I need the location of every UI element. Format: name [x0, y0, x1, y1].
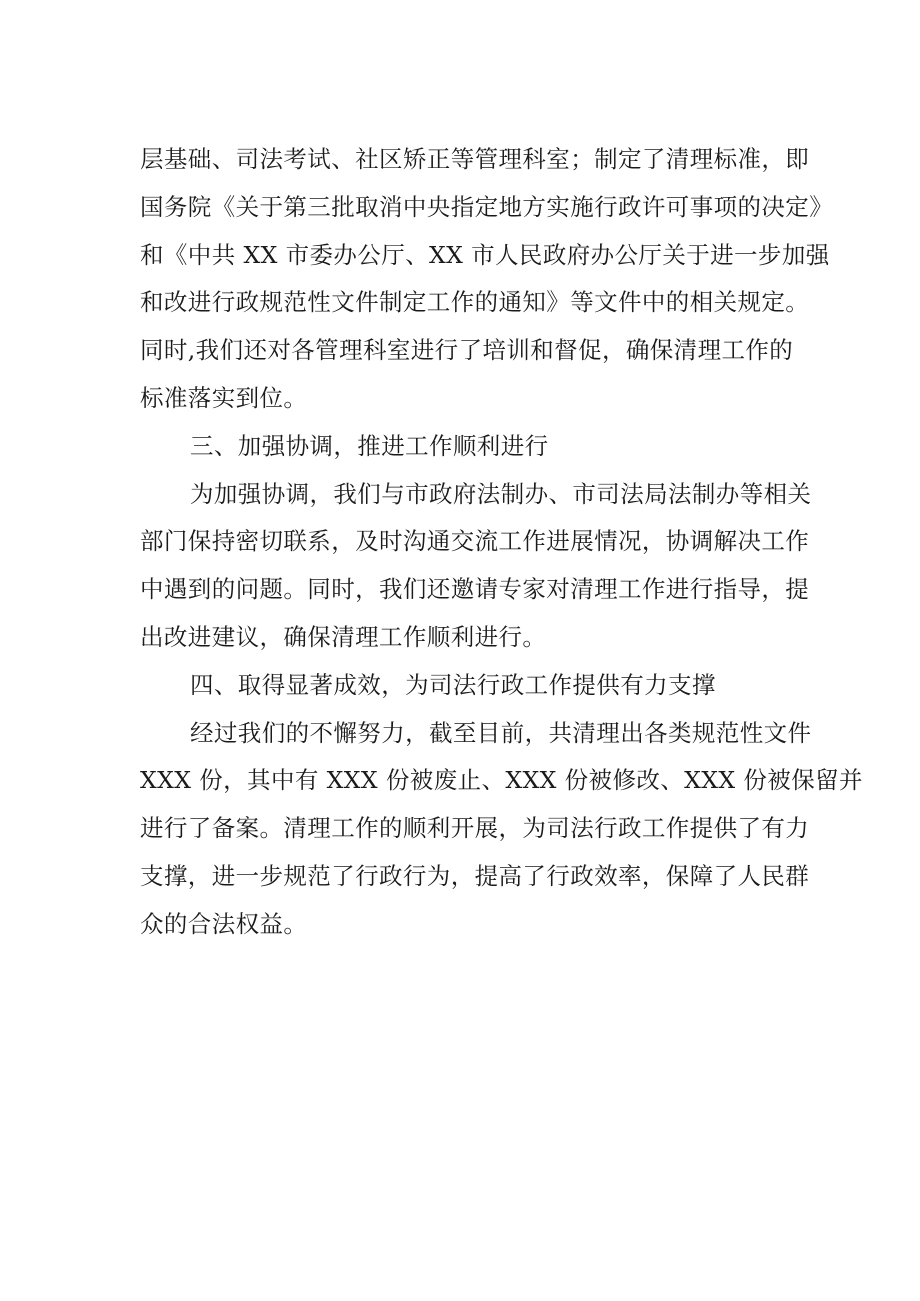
section-heading-3: 三、加强协调，推进工作顺利进行 [190, 431, 549, 460]
paragraph-line: 层基础、司法考试、社区矫正等管理科室；制定了清理标准，即 [140, 145, 810, 173]
paragraph-line: 部门保持密切联系，及时沟通交流工作进展情况，协调解决工作 [140, 527, 810, 556]
paragraph-line: 众的合法权益。 [140, 909, 308, 938]
paragraph-line: 经过我们的不懈努力，截至目前，共清理出各类规范性文件 [190, 718, 812, 747]
document-body [140, 136, 863, 949]
paragraph-line: 标准落实到位。 [140, 383, 308, 412]
paragraph-line: XXX 份，其中有 XXX 份被废止、XXX 份被修改、XXX 份被保留并 [140, 766, 863, 795]
paragraph-line: 中遇到的问题。同时，我们还邀请专家对清理工作进行指导，提 [140, 575, 810, 604]
paragraph-line: 出改进建议，确保清理工作顺利进行。 [140, 622, 547, 651]
section-heading-4: 四、取得显著成效，为司法行政工作提供有力支撑 [190, 670, 716, 699]
paragraph-line: 同时,我们还对各管理科室进行了培训和督促，确保清理工作的 [140, 336, 794, 365]
paragraph-line: 国务院《关于第三批取消中央指定地方实施行政许可事项的决定》 [140, 192, 834, 221]
paragraph-line: 和改进行政规范性文件制定工作的通知》等文件中的相关规定。 [140, 288, 810, 317]
paragraph-line: 支撑，进一步规范了行政行为，提高了行政效率，保障了人民群 [140, 861, 810, 890]
paragraph-line: 为加强协调，我们与市政府法制办、市司法局法制办等相关 [190, 479, 812, 508]
paragraph-line: 进行了备案。清理工作的顺利开展，为司法行政工作提供了有力 [140, 814, 810, 843]
paragraph-line: 和《中共 XX 市委办公厅、XX 市人民政府办公厅关于进一步加强 [140, 240, 830, 269]
